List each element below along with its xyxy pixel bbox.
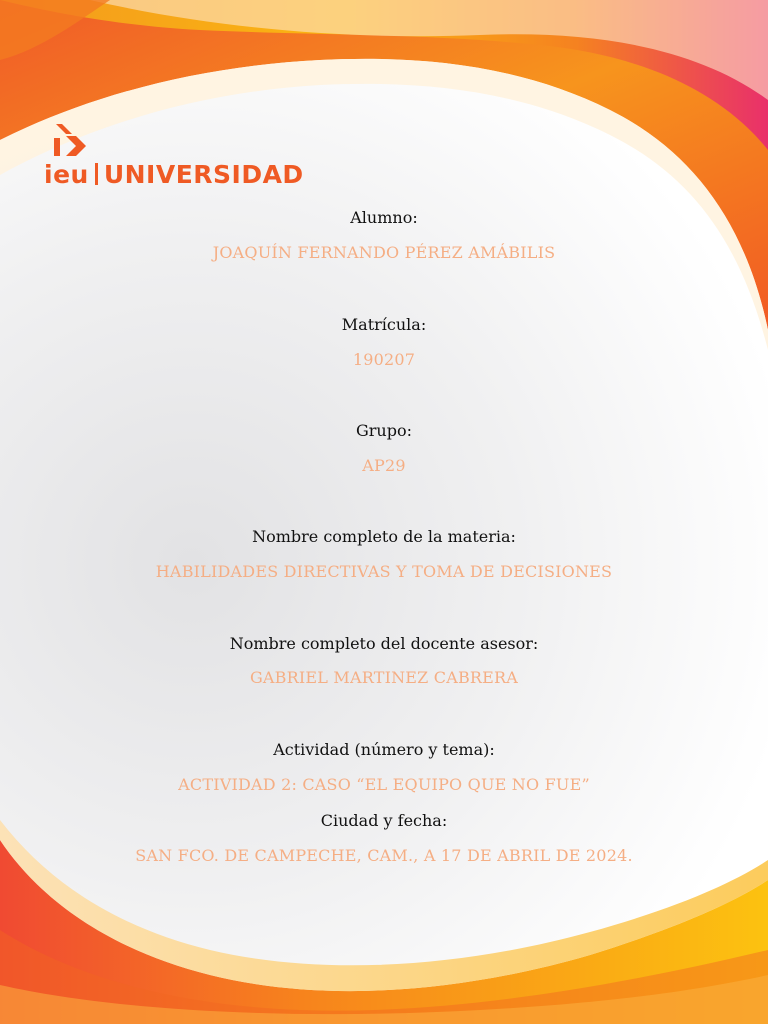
city-date-label: Ciudad y fecha: [320, 811, 448, 830]
group-label: Grupo: [356, 421, 412, 440]
logo-arrow-icon [52, 124, 92, 160]
logo-separator [95, 163, 98, 185]
subject-value: HABILIDADES DIRECTIVAS Y TOMA DE DECISIONES [155, 562, 613, 581]
group-value: AP29 [362, 456, 406, 475]
university-logo [44, 124, 314, 190]
logo-text-universidad: UNIVERSIDAD [103, 160, 304, 189]
logo-wordmark [44, 160, 304, 189]
activity-label: Actividad (número y tema): [273, 740, 495, 759]
student-value: JOAQUÍN FERNANDO PÉREZ AMÁBILIS [212, 243, 556, 262]
city-date-value: SAN FCO. DE CAMPECHE, CAM., A 17 DE ABRIL DE 2024. [135, 846, 633, 865]
enrollment-value: 190207 [352, 350, 416, 369]
student-label: Alumno: [350, 208, 418, 227]
subject-label: Nombre completo de la materia: [252, 527, 516, 546]
advisor-label: Nombre completo del docente asesor: [229, 634, 539, 653]
activity-value: ACTIVIDAD 2: CASO “EL EQUIPO QUE NO FUE” [178, 775, 590, 794]
enrollment-label: Matrícula: [341, 315, 427, 334]
logo-text-ieu: ieu [44, 160, 89, 189]
advisor-value: GABRIEL MARTINEZ CABRERA [249, 668, 519, 687]
